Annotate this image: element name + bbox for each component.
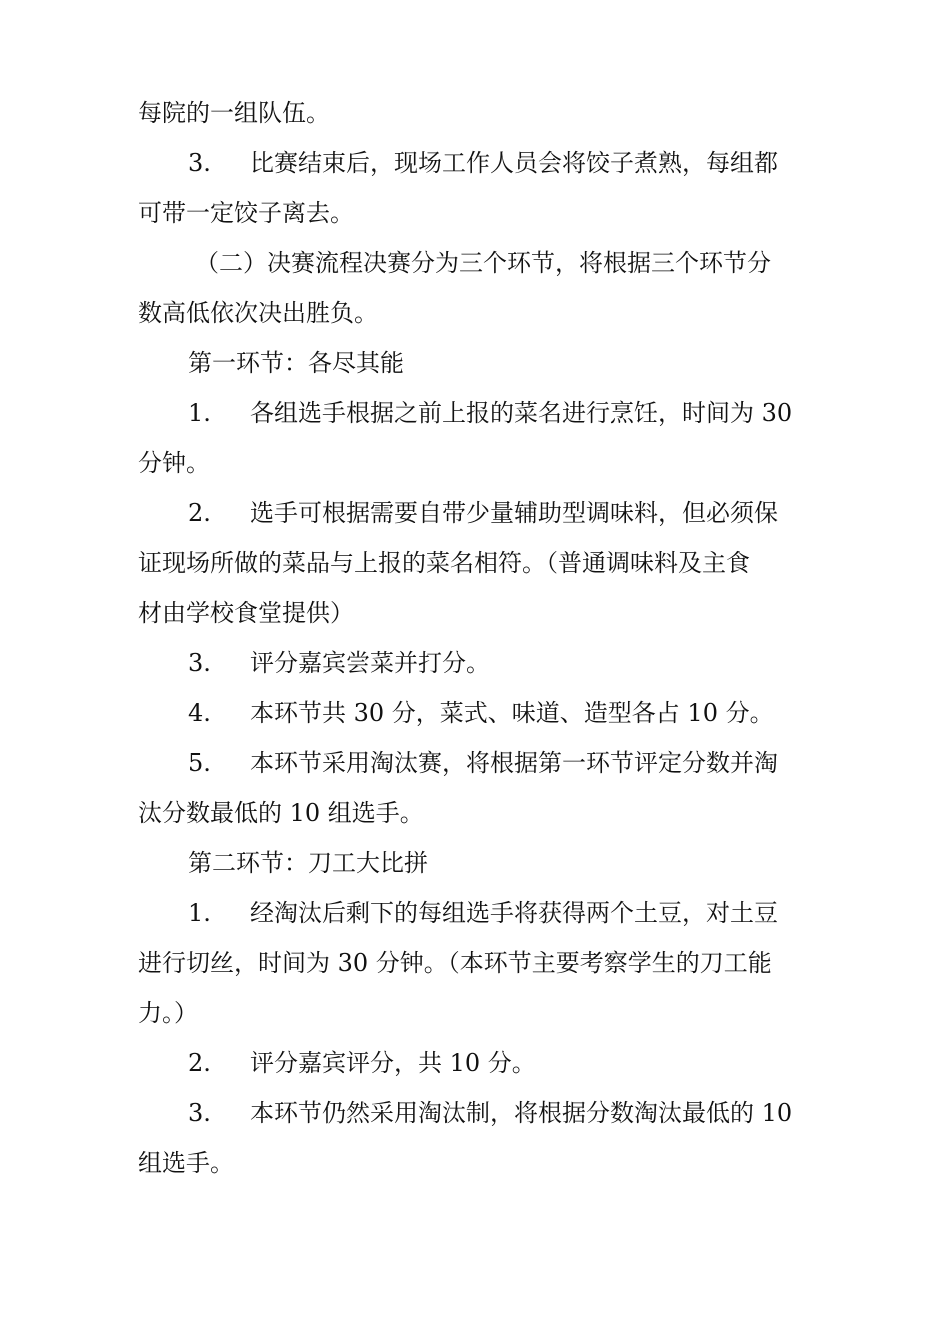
paragraph-line: 数高低依次决出胜负。 xyxy=(138,299,378,327)
item-text: 评分嘉宾尝菜并打分。 xyxy=(250,649,490,677)
item-text: 本环节采用淘汰赛，将根据第一环节评定分数并淘 xyxy=(250,749,778,777)
item-text: 经淘汰后剩下的每组选手将获得两个土豆，对土豆 xyxy=(250,899,778,927)
list-item xyxy=(188,398,888,428)
list-item xyxy=(188,148,888,178)
paragraph-line: 汰分数最低的 10 组选手。 xyxy=(138,799,424,827)
paragraph-line: 力。） xyxy=(138,999,198,1027)
paragraph-line: 组选手。 xyxy=(138,1149,234,1177)
paragraph-line: 证现场所做的菜品与上报的菜名相符。（普通调味料及主食 xyxy=(138,549,750,577)
section-heading: （二）决赛流程决赛分为三个环节，将根据三个环节分 xyxy=(195,249,771,277)
item-text: 本环节共 30 分，菜式、味道、造型各占 10 分。 xyxy=(250,699,774,727)
round-heading: 第一环节：各尽其能 xyxy=(188,349,404,377)
item-text: 本环节仍然采用淘汰制，将根据分数淘汰最低的 10 xyxy=(250,1099,793,1127)
item-text: 评分嘉宾评分，共 10 分。 xyxy=(250,1049,536,1077)
round-heading: 第二环节：刀工大比拼 xyxy=(188,849,428,877)
list-item xyxy=(188,648,888,678)
list-item xyxy=(188,1048,888,1078)
item-number: 3. xyxy=(188,149,211,177)
paragraph-line: 材由学校食堂提供） xyxy=(138,599,354,627)
item-number: 3. xyxy=(188,1099,211,1127)
item-number: 2. xyxy=(188,1049,211,1077)
list-item xyxy=(188,898,888,928)
paragraph-line: 可带一定饺子离去。 xyxy=(138,199,354,227)
item-text: 比赛结束后，现场工作人员会将饺子煮熟，每组都 xyxy=(250,149,778,177)
list-item xyxy=(188,748,888,778)
paragraph-line: 进行切丝，时间为 30 分钟。（本环节主要考察学生的刀工能 xyxy=(138,949,772,977)
item-number: 2. xyxy=(188,499,211,527)
list-item xyxy=(188,498,888,528)
item-number: 4. xyxy=(188,699,211,727)
item-text: 选手可根据需要自带少量辅助型调味料，但必须保 xyxy=(250,499,778,527)
paragraph-line: 每院的一组队伍。 xyxy=(138,99,330,127)
list-item xyxy=(188,1098,888,1128)
paragraph-line: 分钟。 xyxy=(138,449,210,477)
item-number: 1. xyxy=(188,399,211,427)
item-number: 5. xyxy=(188,749,211,777)
list-item xyxy=(188,698,888,728)
item-number: 1. xyxy=(188,899,211,927)
item-number: 3. xyxy=(188,649,211,677)
item-text: 各组选手根据之前上报的菜名进行烹饪，时间为 30 xyxy=(250,399,793,427)
